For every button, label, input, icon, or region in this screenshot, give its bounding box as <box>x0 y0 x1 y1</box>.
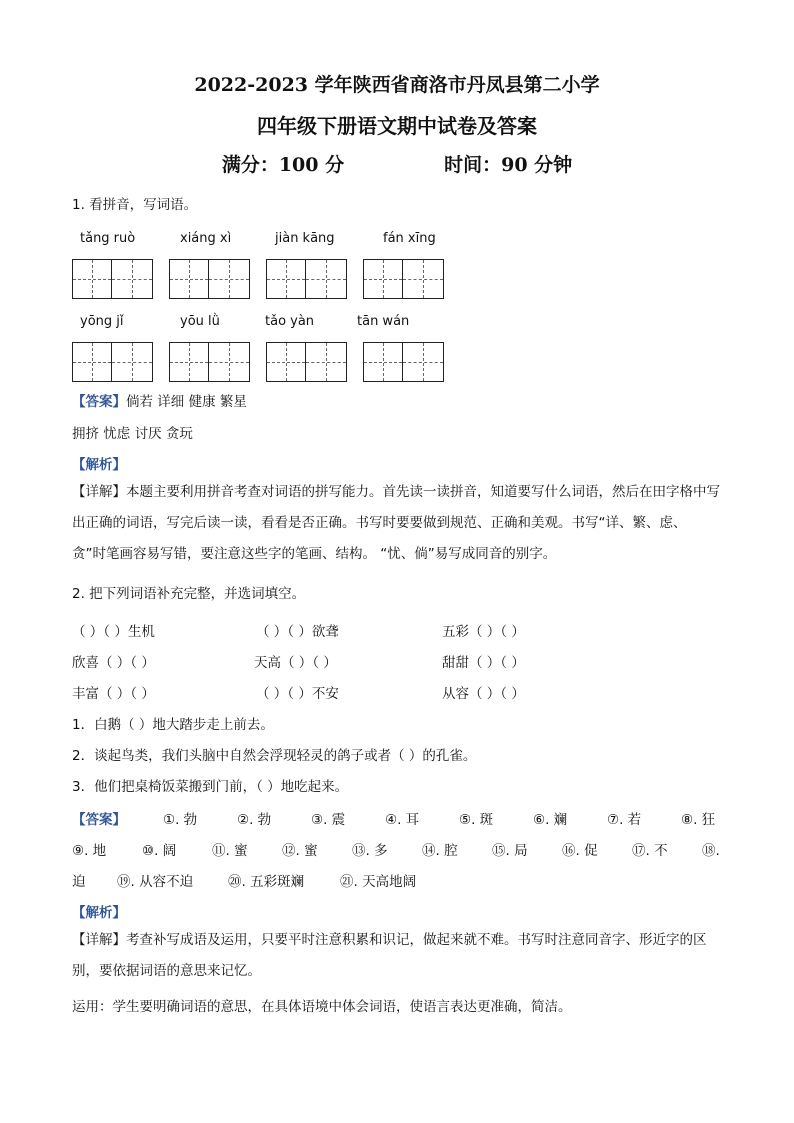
tianzige-box[interactable] <box>363 259 444 299</box>
pinyin-label: jiàn kāng <box>275 231 335 246</box>
idiom-blank[interactable]: 丰富（ ）（ ） <box>72 686 155 702</box>
q2-usage: 运用：学生要明确词语的意思，在具体语境中体会词语，使语言表达更准确，简洁。 <box>72 999 572 1015</box>
idiom-blank[interactable]: 甜甜（ ）（ ） <box>442 655 525 671</box>
answer-item: ⑦. 若 <box>607 812 642 828</box>
tianzige-box[interactable] <box>72 259 153 299</box>
idiom-blank[interactable]: 从容（ ）（ ） <box>442 686 525 702</box>
answer-text: 倘若 详细 健康 繁星 <box>126 394 247 410</box>
idiom-blank[interactable]: 欣喜（ ）（ ） <box>72 655 155 671</box>
answer-item: ⑰. 不 <box>632 843 668 859</box>
q2-stem: 2. 把下列词语补充完整，并选词填空。 <box>72 586 306 602</box>
answer-item: ㉑. 天高地阔 <box>340 874 417 890</box>
tianzige-box[interactable] <box>363 342 444 382</box>
answer-item: ⑳. 五彩斑斓 <box>228 874 305 890</box>
tianzige-box[interactable] <box>72 342 153 382</box>
idiom-blank[interactable]: （ ）（ ）欲聋 <box>256 624 339 640</box>
pinyin-label: fán xīng <box>383 231 436 246</box>
tianzige-box[interactable] <box>169 342 250 382</box>
q1-answer <box>72 390 247 410</box>
idiom-blank[interactable]: 天高（ ）（ ） <box>254 655 337 671</box>
answer-item: ⑱. <box>702 843 720 859</box>
tianzige-box[interactable] <box>169 259 250 299</box>
exam-title-line2: 四年级下册语文期中试卷及答案 <box>257 114 537 138</box>
full-score: 满分：100 分 <box>221 154 345 176</box>
answer-item: ⑮. 局 <box>492 843 528 859</box>
answer-item: ①. 勃 <box>163 812 198 828</box>
tianzige-box[interactable] <box>266 342 347 382</box>
analysis-label: 【解析】 <box>72 905 126 921</box>
answer-item: ⑨. 地 <box>72 843 107 859</box>
exam-title-line1: 2022-2023 学年陕西省商洛市丹凤县第二小学 <box>194 74 600 96</box>
pinyin-label: yōu lǜ <box>180 314 220 329</box>
pinyin-label: xiáng xì <box>180 231 232 246</box>
answer-label: 【答案】 <box>72 394 126 410</box>
answer-item: ②. 勃 <box>237 812 272 828</box>
answer-item: ③. 震 <box>311 812 346 828</box>
answer-item: ⑧. 狂 <box>681 812 716 828</box>
q1-detail: 【详解】本题主要利用拼音考查对词语的拼写能力。首先读一读拼音，知道要写什么词语，然后在田字格中写出正确的词语，写完后读一读，看看是否正确。书写时要要做到规范、正确和美观。书写“详、繁、虑、 贪”时笔画容易写错，要注意这些字的笔画、结构。 “忧、倘”易写成同音的别字。 <box>72 484 720 562</box>
exam-time: 时间：90 分钟 <box>444 154 573 176</box>
answer-item: ⑥. 斓 <box>533 812 568 828</box>
answer-label: 【答案】 <box>72 812 126 828</box>
analysis-label: 【解析】 <box>72 457 126 473</box>
q2-detail: 【详解】考查补写成语及运用，只要平时注意积累和识记，做起来就不难。书写时注意同音字、形近字的区别，要依据词语的意思来记忆。 <box>72 932 707 979</box>
fill-sentence-1: 1．白鹅（ ）地大踏步走上前去。 <box>72 717 274 733</box>
idiom-blank[interactable]: （ ）（ ）不安 <box>256 686 339 702</box>
pinyin-label: tǎng ruò <box>80 231 136 246</box>
answer-item: ⑲. 从容不迫 <box>117 874 194 890</box>
pinyin-label: yōng jǐ <box>80 314 124 329</box>
answer-item: ⑭. 腔 <box>422 843 458 859</box>
idiom-blank[interactable]: 五彩（ ）（ ） <box>442 624 525 640</box>
pinyin-label: tǎo yàn <box>265 314 315 329</box>
tianzige-box[interactable] <box>266 259 347 299</box>
answer-item: ⑪. 蜜 <box>212 843 248 859</box>
answer-item: ⑤. 斑 <box>459 812 494 828</box>
answer-item: ⑯. 促 <box>562 843 598 859</box>
fill-sentence-2: 2．谈起鸟类，我们头脑中自然会浮现轻灵的鸽子或者（ ）的孔雀。 <box>72 748 477 764</box>
answer-item: 迫 <box>72 874 86 890</box>
exam-meta <box>0 150 794 177</box>
answer-item: ④. 耳 <box>385 812 420 828</box>
idiom-blank[interactable]: （ ）（ ）生机 <box>72 624 155 640</box>
pinyin-label: tān wán <box>357 314 410 329</box>
q1-answer-line2: 拥挤 忧虑 讨厌 贪玩 <box>72 426 193 442</box>
fill-sentence-3: 3．他们把桌椅饭菜搬到门前，（ ）地吃起来。 <box>72 779 349 795</box>
answer-item: ⑬. 多 <box>352 843 388 859</box>
answer-item: ⑫. 蜜 <box>282 843 318 859</box>
q1-stem: 1. 看拼音，写词语。 <box>72 197 198 213</box>
answer-item: ⑩. 阔 <box>142 843 177 859</box>
